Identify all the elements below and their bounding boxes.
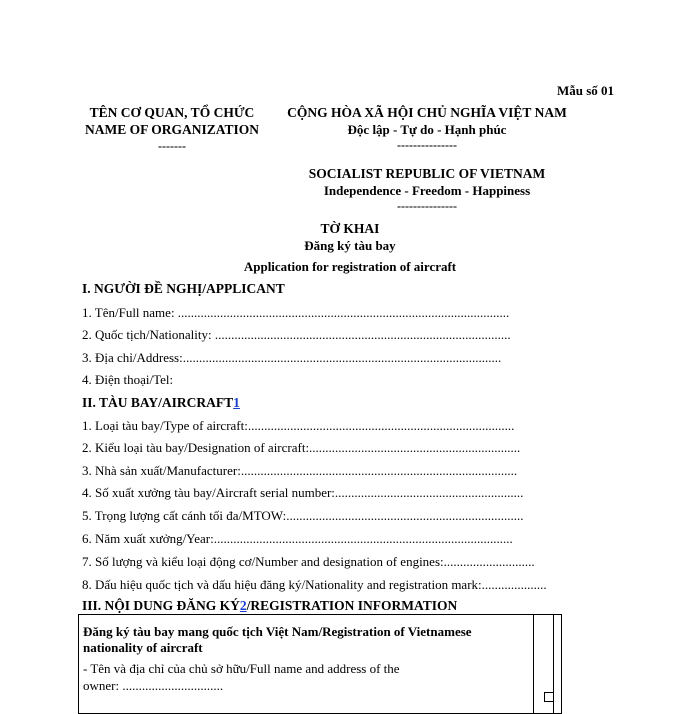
field-aircraft-type: 1. Loại tàu bay/Type of aircraft:.................................................................................. <box>82 418 515 433</box>
section-registration-heading-prefix: III. NỘI DUNG ĐĂNG KÝ <box>82 598 240 613</box>
section-applicant-heading: I. NGƯỜI ĐỀ NGHỊ/APPLICANT <box>82 281 285 296</box>
section-aircraft-heading-text: II. TÀU BAY/AIRCRAFT <box>82 395 234 410</box>
field-full-name: 1. Tên/Full name: ...................................................................................................... <box>82 305 510 320</box>
footnote-link-1[interactable]: 1 <box>233 395 240 410</box>
field-address: 3. Địa chỉ/Address:.................................................................................................. <box>82 350 502 365</box>
field-aircraft-designation: 2. Kiểu loại tàu bay/Designation of aircraft:................................................................. <box>82 440 521 455</box>
republic-name-vn: CỘNG HÒA XÃ HỘI CHỦ NGHĨA VIỆT NAM <box>287 105 567 120</box>
field-mtow: 5. Trọng lượng cất cánh tối đa/MTOW:......................................................................... <box>82 508 524 523</box>
table-owner-line2: owner: ............................... <box>83 678 224 693</box>
field-tel: 4. Điện thoại/Tel: <box>82 372 174 387</box>
registration-checkbox[interactable] <box>544 692 554 702</box>
field-year: 6. Năm xuất xưởng/Year:............................................................................................ <box>82 531 513 546</box>
registration-table <box>78 614 562 714</box>
table-column-divider <box>533 615 534 713</box>
republic-motto-vn: Độc lập - Tự do - Hạnh phúc <box>347 122 507 137</box>
form-subtitle-vn: Đăng ký tàu bay <box>304 238 396 253</box>
field-serial-number: 4. Số xuất xưởng tàu bay/Aircraft serial number:.......................................................... <box>82 485 524 500</box>
form-title: TỜ KHAI <box>320 221 380 236</box>
field-registration-mark: 8. Dấu hiệu quốc tịch và dấu hiệu đăng ký/Nationality and registration mark:.................... <box>82 577 547 592</box>
form-subtitle-en: Application for registration of aircraft <box>243 259 457 274</box>
table-owner-line1: - Tên và địa chỉ của chủ sở hữu/Full name and address of the <box>83 661 400 676</box>
org-name-vn: TÊN CƠ QUAN, TỔ CHỨC <box>89 105 255 120</box>
republic-dashes-vn: --------------- <box>397 138 457 152</box>
table-row-title-line1: Đăng ký tàu bay mang quốc tịch Việt Nam/Registration of Vietnamese <box>83 624 472 639</box>
section-aircraft-heading <box>82 395 240 411</box>
field-manufacturer: 3. Nhà sản xuất/Manufacturer:..................................................................................... <box>82 463 518 478</box>
org-dashes: ------- <box>158 139 186 153</box>
section-registration-heading <box>82 598 457 614</box>
org-name-en: NAME OF ORGANIZATION <box>84 122 259 137</box>
field-nationality: 2. Quốc tịch/Nationality: ........................................................................................... <box>82 327 511 342</box>
field-engines: 7. Số lượng và kiểu loại động cơ/Number and designation of engines:............................ <box>82 554 535 569</box>
republic-dashes-en: --------------- <box>397 199 457 213</box>
footnote-link-2[interactable]: 2 <box>239 598 247 613</box>
form-number: Mẫu số 01 <box>557 83 615 98</box>
republic-motto-en: Independence - Freedom - Happiness <box>323 183 531 198</box>
table-row-title-line2: nationality of aircraft <box>83 640 203 655</box>
section-registration-heading-suffix: /REGISTRATION INFORMATION <box>246 598 458 613</box>
republic-name-en: SOCIALIST REPUBLIC OF VIETNAM <box>308 166 546 181</box>
